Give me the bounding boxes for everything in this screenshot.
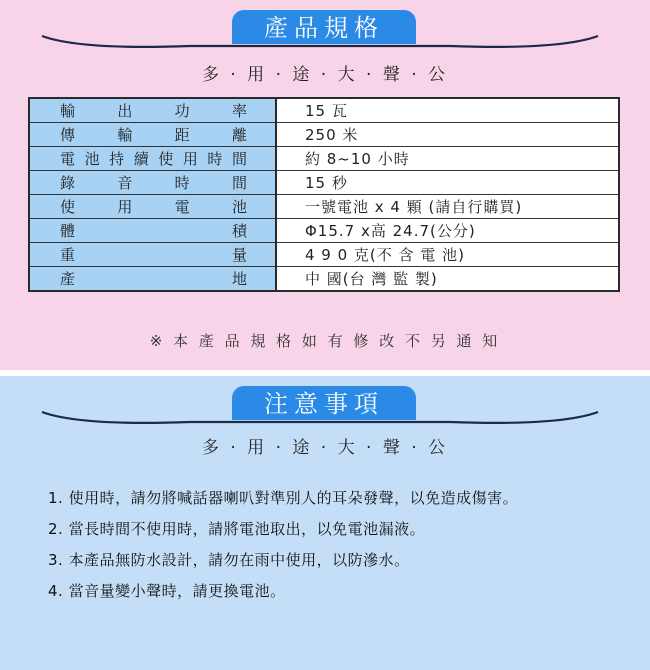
spec-label-char: 時	[207, 150, 223, 168]
note-item: 4. 當音量變小聲時，請更換電池。	[48, 582, 286, 600]
spec-label-char: 距	[174, 126, 190, 144]
spec-label-char: 池	[84, 150, 100, 168]
spec-label-char: 地	[231, 270, 247, 288]
spec-label-char: 時	[174, 174, 190, 192]
spec-label-char: 間	[231, 150, 247, 168]
spec-title: 產品規格	[232, 10, 416, 44]
spec-row	[29, 219, 619, 243]
spec-label	[29, 123, 276, 147]
spec-label-char: 錄	[60, 174, 76, 192]
spec-label-char: 持	[109, 150, 125, 168]
spec-footnote: ※ 本 產 品 規 格 如 有 修 改 不 另 通 知	[149, 332, 501, 350]
note-item: 3. 本產品無防水設計，請勿在雨中使用，以防滲水。	[48, 551, 410, 569]
spec-row	[29, 195, 619, 219]
spec-label-char: 續	[133, 150, 149, 168]
spec-subtitle: 多 · 用 · 途 · 大 · 聲 · 公	[201, 65, 449, 85]
spec-row	[29, 267, 619, 292]
spec-label-char: 體	[60, 222, 76, 240]
spec-label-char: 使	[60, 198, 76, 216]
spec-label	[29, 98, 276, 123]
note-item: 2. 當長時間不使用時，請將電池取出，以免電池漏液。	[48, 520, 426, 538]
spec-label-char: 電	[60, 150, 76, 168]
spec-label	[29, 267, 276, 292]
spec-label-char: 傳	[60, 126, 76, 144]
spec-label-char: 功	[174, 102, 190, 120]
spec-row	[29, 123, 619, 147]
spec-table	[28, 97, 620, 292]
spec-row	[29, 147, 619, 171]
spec-label-char: 用	[182, 150, 198, 168]
spec-row	[29, 98, 619, 123]
spec-value: 4 9 0 克(不 含 電 池)	[276, 243, 619, 267]
spec-label-char: 間	[231, 174, 247, 192]
spec-label	[29, 171, 276, 195]
spec-value: 中 國(台 灣 監 製)	[276, 267, 619, 292]
spec-label-char: 重	[60, 246, 76, 264]
spec-label-char: 使	[158, 150, 174, 168]
spec-value: 250 米	[276, 123, 619, 147]
spec-label-char: 出	[117, 102, 133, 120]
spec-label-char: 音	[117, 174, 133, 192]
spec-value: Φ15.7 x高 24.7(公分)	[276, 219, 619, 243]
spec-label-char: 離	[231, 126, 247, 144]
spec-value: 15 秒	[276, 171, 619, 195]
spec-row	[29, 171, 619, 195]
spec-label-char: 產	[60, 270, 76, 288]
note-item: 1. 使用時，請勿將喊話器喇叭對準別人的耳朵發聲，以免造成傷害。	[48, 489, 519, 507]
spec-label-char: 量	[231, 246, 247, 264]
notes-subtitle: 多 · 用 · 途 · 大 · 聲 · 公	[201, 438, 449, 458]
spec-label	[29, 147, 276, 171]
spec-value: 15 瓦	[276, 98, 619, 123]
spec-label-char: 輸	[117, 126, 133, 144]
spec-label-char: 用	[117, 198, 133, 216]
spec-label-char: 輸	[60, 102, 76, 120]
spec-label-char: 率	[231, 102, 247, 120]
spec-label-char: 積	[231, 222, 247, 240]
notes-title: 注意事項	[232, 386, 416, 420]
spec-label	[29, 195, 276, 219]
spec-row	[29, 243, 619, 267]
spec-label-char: 電	[174, 198, 190, 216]
spec-label	[29, 243, 276, 267]
spec-label	[29, 219, 276, 243]
spec-value: 一號電池 x 4 顆 (請自行購買)	[276, 195, 619, 219]
spec-label-char: 池	[231, 198, 247, 216]
spec-value: 約 8~10 小時	[276, 147, 619, 171]
notes-list	[48, 488, 518, 612]
